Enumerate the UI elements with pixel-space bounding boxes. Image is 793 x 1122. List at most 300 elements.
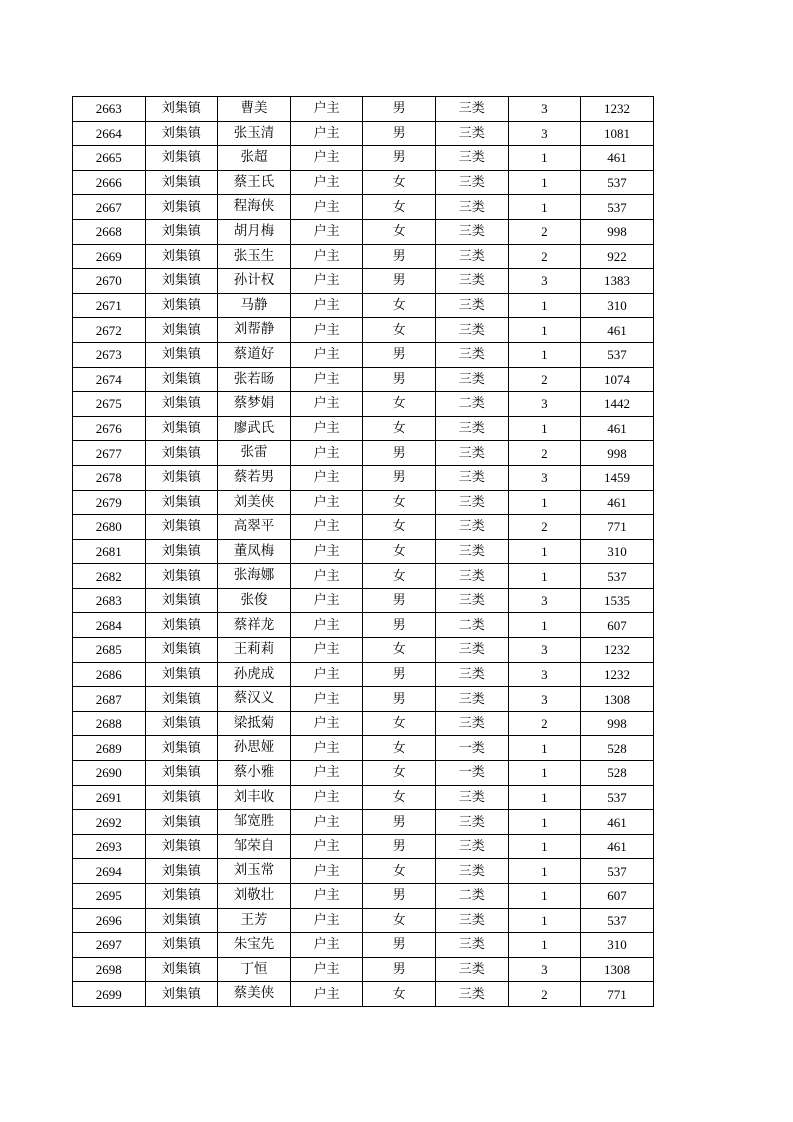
relation-cell: 户主 bbox=[290, 170, 363, 195]
gender-cell: 男 bbox=[363, 367, 436, 392]
category-cell: 三类 bbox=[435, 957, 508, 982]
category-cell: 三类 bbox=[435, 711, 508, 736]
category-cell: 一类 bbox=[435, 761, 508, 786]
amount-cell: 922 bbox=[581, 244, 654, 269]
town-cell: 刘集镇 bbox=[145, 342, 218, 367]
amount-cell: 1459 bbox=[581, 465, 654, 490]
serial-number-cell: 2667 bbox=[73, 195, 146, 220]
name-cell: 邹荣自 bbox=[218, 834, 291, 859]
town-cell: 刘集镇 bbox=[145, 515, 218, 540]
category-cell: 三类 bbox=[435, 588, 508, 613]
gender-cell: 男 bbox=[363, 613, 436, 638]
gender-cell: 男 bbox=[363, 465, 436, 490]
relation-cell: 户主 bbox=[290, 490, 363, 515]
relation-cell: 户主 bbox=[290, 539, 363, 564]
town-cell: 刘集镇 bbox=[145, 859, 218, 884]
serial-number-cell: 2687 bbox=[73, 687, 146, 712]
relation-cell: 户主 bbox=[290, 564, 363, 589]
table-row bbox=[73, 884, 654, 909]
serial-number-cell: 2690 bbox=[73, 761, 146, 786]
category-cell: 三类 bbox=[435, 441, 508, 466]
town-cell: 刘集镇 bbox=[145, 564, 218, 589]
town-cell: 刘集镇 bbox=[145, 785, 218, 810]
household-size-cell: 3 bbox=[508, 465, 581, 490]
town-cell: 刘集镇 bbox=[145, 810, 218, 835]
table-row bbox=[73, 957, 654, 982]
amount-cell: 1074 bbox=[581, 367, 654, 392]
serial-number-cell: 2664 bbox=[73, 121, 146, 146]
gender-cell: 女 bbox=[363, 785, 436, 810]
name-cell: 曹美 bbox=[218, 97, 291, 122]
gender-cell: 女 bbox=[363, 564, 436, 589]
town-cell: 刘集镇 bbox=[145, 490, 218, 515]
household-size-cell: 2 bbox=[508, 367, 581, 392]
serial-number-cell: 2699 bbox=[73, 982, 146, 1007]
table-row bbox=[73, 933, 654, 958]
household-size-cell: 1 bbox=[508, 785, 581, 810]
gender-cell: 女 bbox=[363, 761, 436, 786]
relation-cell: 户主 bbox=[290, 244, 363, 269]
serial-number-cell: 2669 bbox=[73, 244, 146, 269]
relation-cell: 户主 bbox=[290, 588, 363, 613]
town-cell: 刘集镇 bbox=[145, 884, 218, 909]
name-cell: 张海娜 bbox=[218, 564, 291, 589]
table-row bbox=[73, 834, 654, 859]
category-cell: 三类 bbox=[435, 146, 508, 171]
table-row bbox=[73, 146, 654, 171]
serial-number-cell: 2663 bbox=[73, 97, 146, 122]
town-cell: 刘集镇 bbox=[145, 539, 218, 564]
serial-number-cell: 2694 bbox=[73, 859, 146, 884]
relation-cell: 户主 bbox=[290, 834, 363, 859]
table-row bbox=[73, 342, 654, 367]
category-cell: 三类 bbox=[435, 121, 508, 146]
category-cell: 三类 bbox=[435, 908, 508, 933]
category-cell: 三类 bbox=[435, 662, 508, 687]
gender-cell: 女 bbox=[363, 170, 436, 195]
household-size-cell: 1 bbox=[508, 613, 581, 638]
household-size-cell: 3 bbox=[508, 662, 581, 687]
relation-cell: 户主 bbox=[290, 515, 363, 540]
amount-cell: 461 bbox=[581, 810, 654, 835]
category-cell: 三类 bbox=[435, 687, 508, 712]
household-size-cell: 1 bbox=[508, 170, 581, 195]
category-cell: 三类 bbox=[435, 465, 508, 490]
table-row bbox=[73, 539, 654, 564]
name-cell: 刘帮静 bbox=[218, 318, 291, 343]
town-cell: 刘集镇 bbox=[145, 441, 218, 466]
category-cell: 三类 bbox=[435, 859, 508, 884]
relation-cell: 户主 bbox=[290, 367, 363, 392]
town-cell: 刘集镇 bbox=[145, 146, 218, 171]
gender-cell: 男 bbox=[363, 244, 436, 269]
gender-cell: 男 bbox=[363, 97, 436, 122]
relation-cell: 户主 bbox=[290, 416, 363, 441]
name-cell: 丁恒 bbox=[218, 957, 291, 982]
relation-cell: 户主 bbox=[290, 195, 363, 220]
table-row bbox=[73, 367, 654, 392]
household-size-cell: 2 bbox=[508, 244, 581, 269]
category-cell: 三类 bbox=[435, 564, 508, 589]
name-cell: 张超 bbox=[218, 146, 291, 171]
serial-number-cell: 2672 bbox=[73, 318, 146, 343]
relation-cell: 户主 bbox=[290, 465, 363, 490]
table-row bbox=[73, 121, 654, 146]
town-cell: 刘集镇 bbox=[145, 761, 218, 786]
household-size-cell: 1 bbox=[508, 736, 581, 761]
household-size-cell: 2 bbox=[508, 219, 581, 244]
serial-number-cell: 2679 bbox=[73, 490, 146, 515]
gender-cell: 女 bbox=[363, 416, 436, 441]
category-cell: 三类 bbox=[435, 490, 508, 515]
relation-cell: 户主 bbox=[290, 785, 363, 810]
category-cell: 三类 bbox=[435, 834, 508, 859]
name-cell: 蔡汉义 bbox=[218, 687, 291, 712]
town-cell: 刘集镇 bbox=[145, 711, 218, 736]
serial-number-cell: 2665 bbox=[73, 146, 146, 171]
gender-cell: 女 bbox=[363, 490, 436, 515]
name-cell: 蔡梦娟 bbox=[218, 392, 291, 417]
amount-cell: 1383 bbox=[581, 269, 654, 294]
town-cell: 刘集镇 bbox=[145, 613, 218, 638]
serial-number-cell: 2677 bbox=[73, 441, 146, 466]
table-row bbox=[73, 761, 654, 786]
amount-cell: 1232 bbox=[581, 662, 654, 687]
name-cell: 孙思娅 bbox=[218, 736, 291, 761]
gender-cell: 女 bbox=[363, 908, 436, 933]
table-row bbox=[73, 810, 654, 835]
category-cell: 一类 bbox=[435, 736, 508, 761]
household-size-cell: 1 bbox=[508, 810, 581, 835]
relation-cell: 户主 bbox=[290, 269, 363, 294]
table-row bbox=[73, 244, 654, 269]
name-cell: 刘敬壮 bbox=[218, 884, 291, 909]
serial-number-cell: 2668 bbox=[73, 219, 146, 244]
table-row bbox=[73, 662, 654, 687]
name-cell: 王莉莉 bbox=[218, 638, 291, 663]
table-row bbox=[73, 982, 654, 1007]
name-cell: 高翠平 bbox=[218, 515, 291, 540]
gender-cell: 男 bbox=[363, 957, 436, 982]
gender-cell: 男 bbox=[363, 810, 436, 835]
household-size-cell: 3 bbox=[508, 957, 581, 982]
table-row bbox=[73, 564, 654, 589]
town-cell: 刘集镇 bbox=[145, 933, 218, 958]
town-cell: 刘集镇 bbox=[145, 834, 218, 859]
serial-number-cell: 2686 bbox=[73, 662, 146, 687]
relation-cell: 户主 bbox=[290, 441, 363, 466]
relation-cell: 户主 bbox=[290, 318, 363, 343]
gender-cell: 女 bbox=[363, 392, 436, 417]
household-size-cell: 3 bbox=[508, 638, 581, 663]
amount-cell: 537 bbox=[581, 170, 654, 195]
household-size-cell: 2 bbox=[508, 515, 581, 540]
relation-cell: 户主 bbox=[290, 293, 363, 318]
amount-cell: 461 bbox=[581, 834, 654, 859]
relation-cell: 户主 bbox=[290, 982, 363, 1007]
table-row bbox=[73, 859, 654, 884]
gender-cell: 女 bbox=[363, 638, 436, 663]
name-cell: 邹宽胜 bbox=[218, 810, 291, 835]
category-cell: 三类 bbox=[435, 244, 508, 269]
category-cell: 二类 bbox=[435, 392, 508, 417]
name-cell: 程海侠 bbox=[218, 195, 291, 220]
name-cell: 张若旸 bbox=[218, 367, 291, 392]
gender-cell: 男 bbox=[363, 933, 436, 958]
household-size-cell: 1 bbox=[508, 293, 581, 318]
amount-cell: 310 bbox=[581, 293, 654, 318]
household-size-cell: 1 bbox=[508, 342, 581, 367]
name-cell: 蔡若男 bbox=[218, 465, 291, 490]
serial-number-cell: 2689 bbox=[73, 736, 146, 761]
household-size-cell: 1 bbox=[508, 761, 581, 786]
category-cell: 三类 bbox=[435, 318, 508, 343]
category-cell: 三类 bbox=[435, 933, 508, 958]
serial-number-cell: 2685 bbox=[73, 638, 146, 663]
table-row bbox=[73, 638, 654, 663]
serial-number-cell: 2695 bbox=[73, 884, 146, 909]
amount-cell: 607 bbox=[581, 884, 654, 909]
name-cell: 董凤梅 bbox=[218, 539, 291, 564]
town-cell: 刘集镇 bbox=[145, 957, 218, 982]
name-cell: 孙计权 bbox=[218, 269, 291, 294]
gender-cell: 男 bbox=[363, 342, 436, 367]
relation-cell: 户主 bbox=[290, 638, 363, 663]
category-cell: 三类 bbox=[435, 785, 508, 810]
relation-cell: 户主 bbox=[290, 859, 363, 884]
household-size-cell: 1 bbox=[508, 318, 581, 343]
town-cell: 刘集镇 bbox=[145, 367, 218, 392]
amount-cell: 537 bbox=[581, 342, 654, 367]
gender-cell: 女 bbox=[363, 711, 436, 736]
amount-cell: 998 bbox=[581, 711, 654, 736]
name-cell: 刘玉常 bbox=[218, 859, 291, 884]
gender-cell: 女 bbox=[363, 293, 436, 318]
name-cell: 蔡道好 bbox=[218, 342, 291, 367]
gender-cell: 女 bbox=[363, 539, 436, 564]
amount-cell: 771 bbox=[581, 515, 654, 540]
gender-cell: 男 bbox=[363, 441, 436, 466]
household-size-cell: 3 bbox=[508, 269, 581, 294]
serial-number-cell: 2678 bbox=[73, 465, 146, 490]
table-row bbox=[73, 736, 654, 761]
gender-cell: 女 bbox=[363, 859, 436, 884]
amount-cell: 461 bbox=[581, 146, 654, 171]
category-cell: 三类 bbox=[435, 293, 508, 318]
relation-cell: 户主 bbox=[290, 121, 363, 146]
serial-number-cell: 2666 bbox=[73, 170, 146, 195]
serial-number-cell: 2693 bbox=[73, 834, 146, 859]
town-cell: 刘集镇 bbox=[145, 392, 218, 417]
amount-cell: 537 bbox=[581, 195, 654, 220]
table-row bbox=[73, 490, 654, 515]
name-cell: 张玉清 bbox=[218, 121, 291, 146]
town-cell: 刘集镇 bbox=[145, 908, 218, 933]
category-cell: 三类 bbox=[435, 170, 508, 195]
serial-number-cell: 2674 bbox=[73, 367, 146, 392]
relation-cell: 户主 bbox=[290, 810, 363, 835]
town-cell: 刘集镇 bbox=[145, 465, 218, 490]
name-cell: 梁抵菊 bbox=[218, 711, 291, 736]
serial-number-cell: 2673 bbox=[73, 342, 146, 367]
town-cell: 刘集镇 bbox=[145, 121, 218, 146]
household-size-cell: 1 bbox=[508, 195, 581, 220]
town-cell: 刘集镇 bbox=[145, 662, 218, 687]
amount-cell: 461 bbox=[581, 318, 654, 343]
serial-number-cell: 2691 bbox=[73, 785, 146, 810]
relation-cell: 户主 bbox=[290, 219, 363, 244]
table-row bbox=[73, 170, 654, 195]
amount-cell: 461 bbox=[581, 416, 654, 441]
table-row bbox=[73, 269, 654, 294]
serial-number-cell: 2670 bbox=[73, 269, 146, 294]
town-cell: 刘集镇 bbox=[145, 982, 218, 1007]
amount-cell: 461 bbox=[581, 490, 654, 515]
household-size-cell: 1 bbox=[508, 908, 581, 933]
gender-cell: 女 bbox=[363, 318, 436, 343]
gender-cell: 男 bbox=[363, 588, 436, 613]
gender-cell: 男 bbox=[363, 884, 436, 909]
serial-number-cell: 2698 bbox=[73, 957, 146, 982]
serial-number-cell: 2675 bbox=[73, 392, 146, 417]
table-row bbox=[73, 465, 654, 490]
amount-cell: 771 bbox=[581, 982, 654, 1007]
town-cell: 刘集镇 bbox=[145, 588, 218, 613]
town-cell: 刘集镇 bbox=[145, 638, 218, 663]
serial-number-cell: 2697 bbox=[73, 933, 146, 958]
gender-cell: 女 bbox=[363, 736, 436, 761]
amount-cell: 1442 bbox=[581, 392, 654, 417]
gender-cell: 男 bbox=[363, 146, 436, 171]
town-cell: 刘集镇 bbox=[145, 293, 218, 318]
category-cell: 二类 bbox=[435, 884, 508, 909]
serial-number-cell: 2683 bbox=[73, 588, 146, 613]
household-size-cell: 1 bbox=[508, 490, 581, 515]
amount-cell: 998 bbox=[581, 441, 654, 466]
amount-cell: 1308 bbox=[581, 957, 654, 982]
table-row bbox=[73, 293, 654, 318]
amount-cell: 310 bbox=[581, 933, 654, 958]
town-cell: 刘集镇 bbox=[145, 318, 218, 343]
table-row bbox=[73, 97, 654, 122]
name-cell: 张俊 bbox=[218, 588, 291, 613]
name-cell: 朱宝先 bbox=[218, 933, 291, 958]
table-row bbox=[73, 318, 654, 343]
amount-cell: 310 bbox=[581, 539, 654, 564]
name-cell: 刘美侠 bbox=[218, 490, 291, 515]
serial-number-cell: 2682 bbox=[73, 564, 146, 589]
town-cell: 刘集镇 bbox=[145, 219, 218, 244]
name-cell: 蔡美侠 bbox=[218, 982, 291, 1007]
category-cell: 三类 bbox=[435, 539, 508, 564]
category-cell: 三类 bbox=[435, 219, 508, 244]
amount-cell: 537 bbox=[581, 908, 654, 933]
serial-number-cell: 2676 bbox=[73, 416, 146, 441]
gender-cell: 男 bbox=[363, 834, 436, 859]
category-cell: 三类 bbox=[435, 638, 508, 663]
name-cell: 孙虎成 bbox=[218, 662, 291, 687]
table-row bbox=[73, 711, 654, 736]
category-cell: 三类 bbox=[435, 342, 508, 367]
category-cell: 二类 bbox=[435, 613, 508, 638]
name-cell: 胡月梅 bbox=[218, 219, 291, 244]
category-cell: 三类 bbox=[435, 515, 508, 540]
household-size-cell: 3 bbox=[508, 97, 581, 122]
category-cell: 三类 bbox=[435, 416, 508, 441]
relation-cell: 户主 bbox=[290, 711, 363, 736]
amount-cell: 537 bbox=[581, 785, 654, 810]
serial-number-cell: 2696 bbox=[73, 908, 146, 933]
name-cell: 王芳 bbox=[218, 908, 291, 933]
category-cell: 三类 bbox=[435, 97, 508, 122]
relation-cell: 户主 bbox=[290, 392, 363, 417]
town-cell: 刘集镇 bbox=[145, 416, 218, 441]
relation-cell: 户主 bbox=[290, 342, 363, 367]
town-cell: 刘集镇 bbox=[145, 736, 218, 761]
relation-cell: 户主 bbox=[290, 761, 363, 786]
household-size-cell: 1 bbox=[508, 564, 581, 589]
name-cell: 蔡小雅 bbox=[218, 761, 291, 786]
records-table bbox=[72, 96, 654, 1007]
relation-cell: 户主 bbox=[290, 933, 363, 958]
town-cell: 刘集镇 bbox=[145, 170, 218, 195]
amount-cell: 528 bbox=[581, 736, 654, 761]
table-row bbox=[73, 515, 654, 540]
town-cell: 刘集镇 bbox=[145, 244, 218, 269]
table-row bbox=[73, 687, 654, 712]
amount-cell: 998 bbox=[581, 219, 654, 244]
table-row bbox=[73, 441, 654, 466]
table-row bbox=[73, 785, 654, 810]
table-row bbox=[73, 195, 654, 220]
category-cell: 三类 bbox=[435, 810, 508, 835]
relation-cell: 户主 bbox=[290, 613, 363, 638]
name-cell: 张雷 bbox=[218, 441, 291, 466]
relation-cell: 户主 bbox=[290, 97, 363, 122]
household-size-cell: 1 bbox=[508, 834, 581, 859]
category-cell: 三类 bbox=[435, 195, 508, 220]
serial-number-cell: 2680 bbox=[73, 515, 146, 540]
amount-cell: 1308 bbox=[581, 687, 654, 712]
table-row bbox=[73, 613, 654, 638]
relation-cell: 户主 bbox=[290, 146, 363, 171]
household-size-cell: 1 bbox=[508, 933, 581, 958]
category-cell: 三类 bbox=[435, 367, 508, 392]
name-cell: 蔡王氏 bbox=[218, 170, 291, 195]
household-size-cell: 3 bbox=[508, 687, 581, 712]
household-size-cell: 2 bbox=[508, 441, 581, 466]
table-row bbox=[73, 392, 654, 417]
amount-cell: 1232 bbox=[581, 638, 654, 663]
relation-cell: 户主 bbox=[290, 908, 363, 933]
serial-number-cell: 2692 bbox=[73, 810, 146, 835]
town-cell: 刘集镇 bbox=[145, 97, 218, 122]
relation-cell: 户主 bbox=[290, 736, 363, 761]
amount-cell: 1535 bbox=[581, 588, 654, 613]
records-table-body bbox=[73, 97, 654, 1007]
amount-cell: 528 bbox=[581, 761, 654, 786]
amount-cell: 537 bbox=[581, 859, 654, 884]
table-row bbox=[73, 219, 654, 244]
serial-number-cell: 2681 bbox=[73, 539, 146, 564]
serial-number-cell: 2688 bbox=[73, 711, 146, 736]
household-size-cell: 1 bbox=[508, 859, 581, 884]
relation-cell: 户主 bbox=[290, 957, 363, 982]
gender-cell: 女 bbox=[363, 515, 436, 540]
household-size-cell: 3 bbox=[508, 588, 581, 613]
household-size-cell: 3 bbox=[508, 121, 581, 146]
name-cell: 刘丰收 bbox=[218, 785, 291, 810]
